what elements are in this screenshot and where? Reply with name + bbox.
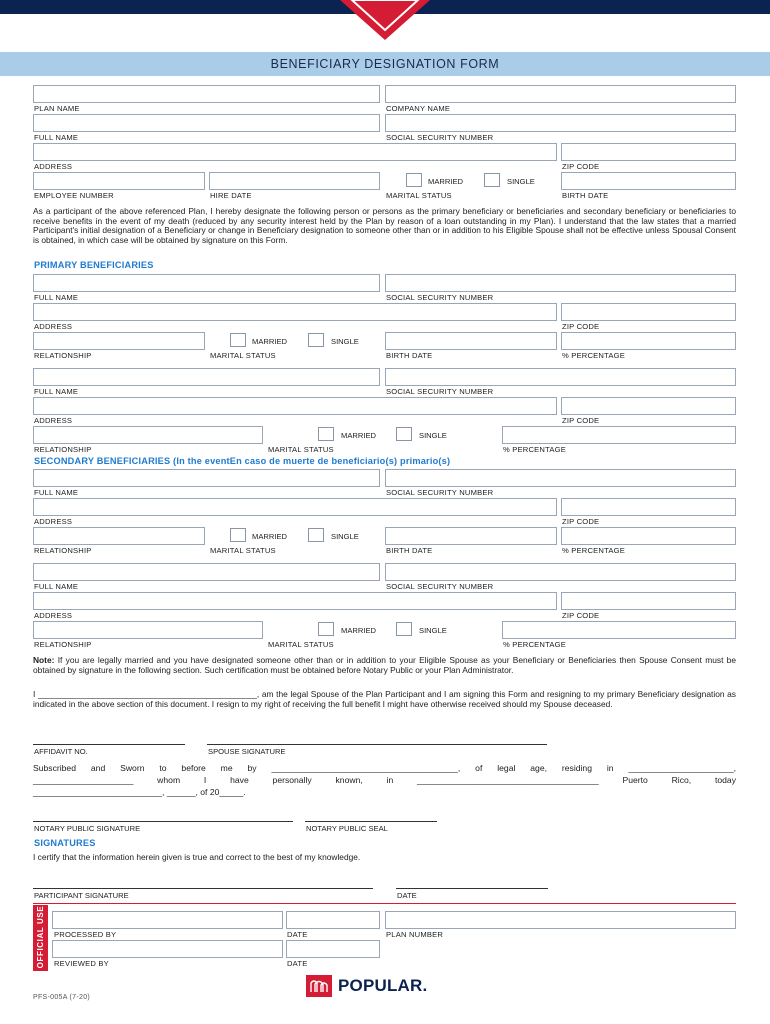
primary1-single-checkbox[interactable]	[308, 333, 324, 347]
employee-number-label: EMPLOYEE NUMBER	[34, 191, 114, 200]
form-title: BENEFICIARY DESIGNATION FORM	[0, 52, 770, 76]
secondary1-relationship-field[interactable]	[33, 527, 205, 545]
secondary1-married-label: MARRIED	[252, 532, 288, 541]
affidavit-label: AFFIDAVIT NO.	[34, 747, 88, 756]
secondary1-single-label: SINGLE	[331, 532, 359, 541]
address-label: ADDRESS	[34, 162, 73, 171]
primary1-ssn-label: SOCIAL SECURITY NUMBER	[386, 293, 494, 302]
primary1-marital-status-label: MARITAL STATUS	[210, 351, 276, 360]
primary-beneficiaries-heading: PRIMARY BENEFICIARIES	[34, 260, 154, 270]
primary2-married-label: MARRIED	[341, 431, 377, 440]
employee-number-field[interactable]	[33, 172, 205, 190]
primary1-single-label: SINGLE	[331, 337, 359, 346]
secondary1-full-name-label: FULL NAME	[34, 488, 79, 497]
primary2-single-checkbox[interactable]	[396, 427, 412, 441]
primary1-percentage-label: % PERCENTAGE	[562, 351, 626, 360]
primary1-relationship-label: RELATIONSHIP	[34, 351, 92, 360]
processed-date-field[interactable]	[286, 911, 380, 929]
birth-date-label: BIRTH DATE	[562, 191, 609, 200]
primary1-birth-date-label: BIRTH DATE	[386, 351, 433, 360]
primary2-full-name-label: FULL NAME	[34, 387, 79, 396]
primary2-marital-status-label: MARITAL STATUS	[268, 445, 334, 454]
primary1-married-checkbox[interactable]	[230, 333, 246, 347]
primary1-zip-field[interactable]	[561, 303, 736, 321]
secondary2-married-checkbox[interactable]	[318, 622, 334, 636]
spouse-signature-label: SPOUSE SIGNATURE	[208, 747, 286, 756]
secondary1-zip-label: ZIP CODE	[562, 517, 600, 526]
primary1-full-name-field[interactable]	[33, 274, 380, 292]
form-code: PFS-005A (7-20)	[33, 994, 91, 1001]
secondary2-ssn-label: SOCIAL SECURITY NUMBER	[386, 582, 494, 591]
processed-by-label: PROCESSED BY	[54, 930, 117, 939]
employee-ssn-field[interactable]	[385, 114, 736, 132]
primary1-relationship-field[interactable]	[33, 332, 205, 350]
spouse-statement: I _______________________________________________, am the legal Spouse of the Plan Participant and I am signing this Form and resigning to my primary Beneficiary designation as indicated in the above section of this document. I resign to my right of receiving the full benefit I might have otherwise received should my Spouse deceased.	[33, 689, 736, 709]
secondary-beneficiaries-heading: SECONDARY BENEFICIARIES (In the eventEn caso de muerte de beneficiario(s) primario(s)	[34, 456, 451, 466]
married-checkbox[interactable]	[406, 173, 422, 187]
secondary1-percentage-field[interactable]	[561, 527, 736, 545]
plan-number-field[interactable]	[385, 911, 736, 929]
company-name-label: COMPANY NAME	[386, 104, 451, 113]
notary-seal-label: NOTARY PUBLIC SEAL	[306, 824, 388, 833]
affidavit-line[interactable]	[33, 744, 185, 745]
sworn-line-3: ___________________________, ______, of 20_____.	[33, 787, 246, 797]
plan-number-label: PLAN NUMBER	[386, 930, 444, 939]
sworn-line-1: Subscribed and Sworn to before me by _______________________________________, of legal age, residing in ______________________,	[33, 763, 736, 773]
signature-date-line[interactable]	[396, 888, 548, 889]
secondary1-zip-field[interactable]	[561, 498, 736, 516]
notary-signature-line[interactable]	[33, 821, 293, 822]
note-label: Note:	[33, 655, 55, 665]
single-label: SINGLE	[507, 177, 535, 186]
secondary1-ssn-label: SOCIAL SECURITY NUMBER	[386, 488, 494, 497]
secondary2-single-checkbox[interactable]	[396, 622, 412, 636]
secondary1-percentage-label: % PERCENTAGE	[562, 546, 626, 555]
secondary2-zip-label: ZIP CODE	[562, 611, 600, 620]
note-paragraph	[33, 656, 736, 675]
primary2-relationship-field[interactable]	[33, 426, 263, 444]
secondary1-marital-status-label: MARITAL STATUS	[210, 546, 276, 555]
notary-signature-label: NOTARY PUBLIC SIGNATURE	[34, 824, 141, 833]
single-checkbox[interactable]	[484, 173, 500, 187]
popular-logo-icon	[306, 975, 332, 997]
primary2-zip-field[interactable]	[561, 397, 736, 415]
employee-address-field[interactable]	[33, 143, 557, 161]
zip-label: ZIP CODE	[562, 162, 600, 171]
signatures-heading: SIGNATURES	[34, 838, 96, 848]
primary2-single-label: SINGLE	[419, 431, 447, 440]
primary2-full-name-field[interactable]	[33, 368, 380, 386]
primary1-full-name-label: FULL NAME	[34, 293, 79, 302]
primary1-married-label: MARRIED	[252, 337, 288, 346]
secondary1-married-checkbox[interactable]	[230, 528, 246, 542]
employee-full-name-field[interactable]	[33, 114, 380, 132]
secondary1-address-field[interactable]	[33, 498, 557, 516]
secondary2-address-field[interactable]	[33, 592, 557, 610]
notary-seal-line[interactable]	[305, 821, 437, 822]
married-label: MARRIED	[428, 177, 464, 186]
primary1-address-label: ADDRESS	[34, 322, 73, 331]
primary2-married-checkbox[interactable]	[318, 427, 334, 441]
secondary2-zip-field[interactable]	[561, 592, 736, 610]
secondary1-birth-date-field[interactable]	[385, 527, 557, 545]
reviewed-by-field[interactable]	[52, 940, 283, 958]
hire-date-field[interactable]	[209, 172, 380, 190]
secondary2-relationship-label: RELATIONSHIP	[34, 640, 92, 649]
secondary2-ssn-field[interactable]	[385, 563, 736, 581]
secondary2-married-label: MARRIED	[341, 626, 377, 635]
header-ribbon-icon	[330, 0, 440, 44]
secondary1-birth-date-label: BIRTH DATE	[386, 546, 433, 555]
primary2-zip-label: ZIP CODE	[562, 416, 600, 425]
participant-signature-label: PARTICIPANT SIGNATURE	[34, 891, 129, 900]
secondary1-ssn-field[interactable]	[385, 469, 736, 487]
reviewed-by-label: REVIEWED BY	[54, 959, 109, 968]
popular-logo-text: POPULAR.	[338, 976, 428, 995]
spouse-signature-line[interactable]	[207, 744, 547, 745]
full-name-label: FULL NAME	[34, 133, 79, 142]
secondary1-single-checkbox[interactable]	[308, 528, 324, 542]
reviewed-date-field[interactable]	[286, 940, 380, 958]
secondary1-relationship-label: RELATIONSHIP	[34, 546, 92, 555]
processed-by-field[interactable]	[52, 911, 283, 929]
intro-paragraph: As a participant of the above referenced Plan, I hereby designate the following person or persons as the primary beneficiary or beneficiaries and secondary beneficiary or beneficiaries to receive benefits in the event of my death (reduced by any security interest held by the Plan by reason of a loan outstanding in my Plan). I understand that the law states that a married Participant's initial designation of a Beneficiary or change in Beneficiary designation to someone other than or in addition to his Eligible Spouse shall not be effective unless Spousal Consent is obtained, in which case will be obtained by signature on this Form.	[33, 206, 736, 245]
primary2-ssn-label: SOCIAL SECURITY NUMBER	[386, 387, 494, 396]
plan-name-label: PLAN NAME	[34, 104, 80, 113]
note-text: If you are legally married and you have designated someone other than or in addition to your Eligible Spouse as your Beneficiary or Beneficiaries then Spouse Consent must be obtained by signature in the following section. Such certification must be obtained before Notary Public or your Plan Administrator.	[33, 655, 736, 675]
processed-date-label: DATE	[287, 930, 308, 939]
plan-name-field[interactable]	[33, 85, 380, 103]
secondary2-relationship-field[interactable]	[33, 621, 263, 639]
secondary2-full-name-field[interactable]	[33, 563, 380, 581]
primary1-ssn-field[interactable]	[385, 274, 736, 292]
primary2-percentage-label: % PERCENTAGE	[503, 445, 567, 454]
primary1-address-field[interactable]	[33, 303, 557, 321]
primary2-address-field[interactable]	[33, 397, 557, 415]
hire-date-label: HIRE DATE	[210, 191, 252, 200]
popular-logo	[306, 975, 427, 997]
primary2-address-label: ADDRESS	[34, 416, 73, 425]
secondary2-marital-status-label: MARITAL STATUS	[268, 640, 334, 649]
reviewed-date-label: DATE	[287, 959, 308, 968]
secondary1-address-label: ADDRESS	[34, 517, 73, 526]
primary2-percentage-field[interactable]	[502, 426, 736, 444]
participant-signature-line[interactable]	[33, 888, 373, 889]
secondary2-full-name-label: FULL NAME	[34, 582, 79, 591]
marital-status-label: MARITAL STATUS	[386, 191, 452, 200]
primary1-percentage-field[interactable]	[561, 332, 736, 350]
primary2-ssn-field[interactable]	[385, 368, 736, 386]
certify-text: I certify that the information herein given is true and correct to the best of my knowledge.	[33, 852, 361, 862]
secondary2-address-label: ADDRESS	[34, 611, 73, 620]
primary1-zip-label: ZIP CODE	[562, 322, 600, 331]
secondary2-percentage-field[interactable]	[502, 621, 736, 639]
company-name-field[interactable]	[385, 85, 736, 103]
primary1-birth-date-field[interactable]	[385, 332, 557, 350]
ssn-label: SOCIAL SECURITY NUMBER	[386, 133, 494, 142]
sworn-line-2: _____________________ whom I have personally known, in ______________________________________ Puerto Rico, today	[33, 775, 736, 785]
official-use-label: OFFICIAL USE	[36, 905, 45, 969]
signature-date-label: DATE	[397, 891, 417, 900]
employee-zip-field[interactable]	[561, 143, 736, 161]
secondary2-single-label: SINGLE	[419, 626, 447, 635]
primary2-relationship-label: RELATIONSHIP	[34, 445, 92, 454]
secondary1-full-name-field[interactable]	[33, 469, 380, 487]
secondary2-percentage-label: % PERCENTAGE	[503, 640, 567, 649]
birth-date-field[interactable]	[561, 172, 736, 190]
